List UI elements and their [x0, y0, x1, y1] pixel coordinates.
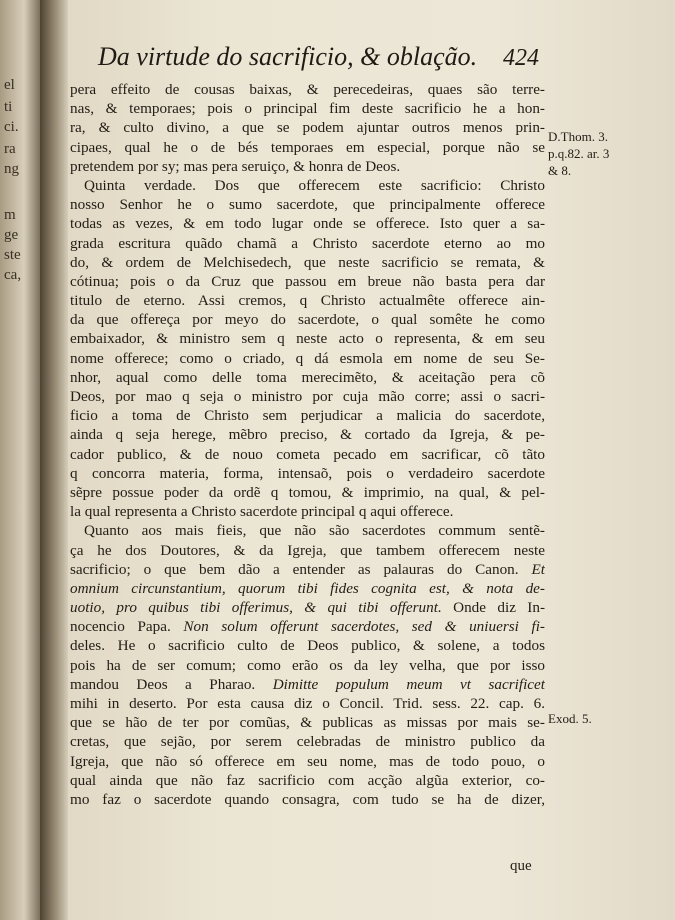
text-line: embaixador, & ministro sem q neste acto o representa, & em seu: [70, 330, 545, 348]
text-line: mo faz o sacerdote quando consagra, com tudo se ha de dizer,: [70, 790, 545, 808]
text-line: que se hão de ter por comũas, & publicas as missas por mais se-: [70, 714, 545, 732]
left-page-fragment: ti: [4, 99, 13, 115]
text-line: titulo de eterno. Assi cremos, q Christo actualmête offerece ain-: [70, 292, 545, 310]
text-line: Igreja, que não só offerece em seu nome, mas de todo pouo, o: [70, 752, 545, 770]
text-line: todas as vezes, & em todo lugar onde se offerece. Isto quer a sa-: [70, 215, 545, 233]
text-line: ainda q seja herege, mẽbro preciso, & cortado da Igreja, & pe-: [70, 426, 545, 444]
left-page-fragment: ste: [4, 247, 21, 263]
body-text: [70, 80, 545, 809]
margin-note-thom: D.Thom. 3.: [548, 129, 608, 144]
text-line: cretas, que sejão, por serem celebradas de ministro publico da: [70, 733, 545, 751]
text-fragment: nocencio Papa.: [70, 618, 171, 636]
margin-note-thom: & 8.: [548, 163, 572, 178]
text-line: da que offereça por meyo do sacerdote, o qual somête he como: [70, 311, 545, 329]
left-page-fragment: ge: [4, 227, 19, 243]
text-line: ra, & culto divino, a que se podem ajuntar outros menos prin-: [70, 119, 545, 137]
left-page-fragment: el: [4, 77, 15, 93]
text-line: nhor, aqual como delle toma merecimẽto, & aceitação pera cõ: [70, 368, 545, 386]
text-line: [70, 560, 545, 579]
latin-quote: uotio, pro quibus tibi offerimus, & qui tibi offerunt.: [70, 599, 442, 617]
text-line: Quanto aos mais fieis, que não são sacerdotes commum sentẽ-: [84, 522, 545, 540]
left-page-fragment: ca,: [4, 267, 22, 283]
text-line: sẽpre possue poder da ordẽ q tomou, & imprimio, na qual, & pel-: [70, 483, 545, 501]
margin-note-exod: Exod. 5.: [548, 711, 592, 726]
text-line: ça he dos Doutores, & da Igreja, que tambem offerecem neste: [70, 541, 545, 559]
left-page-fragment: ng: [4, 161, 19, 177]
text-line: mihi in deserto. Por esta causa diz o Concil. Trid. sess. 22. cap. 6.: [70, 695, 545, 712]
latin-quote: Et: [531, 560, 545, 578]
left-page-edge: [0, 0, 40, 920]
left-page-fragment: ra: [4, 141, 16, 157]
text-line: pretendem por sy; mas pera seruiço, & honra de Deos.: [70, 157, 401, 175]
text-line: grada escritura quãdo chamã a Christo sacerdote eterno ao mo: [70, 234, 545, 252]
text-fragment: sacrificio; o que bem dão a entender as palauras do Canon.: [70, 560, 519, 578]
text-line: ficio a toma de Christo sem perjudicar a malicia do sacerdote,: [70, 407, 545, 425]
text-line: nome offerece; como o criado, q dá esmola em nome de seu Se-: [70, 349, 545, 367]
text-line: qual ainda que não faz sacrificio com acção algũa exterior, co-: [70, 771, 545, 789]
left-page-fragment: ci.: [4, 119, 19, 135]
text-fragment: mandou Deos a Pharao.: [70, 675, 256, 693]
page-number: 424: [503, 45, 539, 71]
text-line: [70, 675, 545, 694]
left-page-fragment: m: [4, 207, 16, 223]
latin-quote-line: omnium circunstantium, quorum tibi fides cognita est, & nota de-: [70, 579, 545, 597]
latin-quote: Non solum offerunt sacerdotes, sed & uniuersi fi-: [183, 618, 545, 636]
text-line: do, & ordem de Melchisedech, que neste sacrificio se remata, &: [70, 253, 545, 271]
text-line: cótinua; pois o da Cruz que passou em breue não basta pera dar: [70, 272, 545, 290]
running-head-title: Da virtude do sacrificio, & oblação.: [98, 42, 478, 71]
margin-note-thom: p.q.82. ar. 3: [548, 146, 610, 161]
book-gutter: [40, 0, 70, 920]
text-line: [70, 598, 545, 617]
text-line: deles. He o sacrificio culto de Deos publico, & solene, a todos: [70, 637, 545, 655]
text-line: Deos, por mao q seja o ministro por cuja mão corre; assi o sacri-: [70, 388, 545, 405]
text-line: la qual representa a Christo sacerdote principal q aqui offerece.: [70, 503, 454, 521]
text-line: pois ha de ser comum; como erão os da ley velha, que por isso: [70, 656, 545, 674]
text-line: nas, & temporaes; pois o principal fim deste sacrificio he a hon-: [70, 100, 545, 118]
text-line: nosso Senhor he o sumo sacerdote, que principalmente offerece: [70, 196, 545, 214]
text-line: cador publico, & de nouo cometa pecado em sacrificar, cõ tãto: [70, 445, 545, 463]
text-line: [70, 617, 545, 636]
text-line: pera effeito de cousas baixas, & perecedeiras, quaes são terre-: [70, 81, 545, 98]
text-fragment: Onde diz In-: [453, 599, 545, 617]
catchword: que: [510, 858, 532, 874]
latin-quote: Dimitte populum meum vt sacrificet: [272, 675, 545, 693]
text-line: Quinta verdade. Dos que offerecem este sacrificio: Christo: [84, 176, 545, 194]
text-line: q concorra materia, forma, intensaõ, pois o verdadeiro sacerdote: [70, 464, 545, 482]
text-line: cipaes, qual he o de bés temporaes em especial, porque não se: [70, 138, 545, 156]
